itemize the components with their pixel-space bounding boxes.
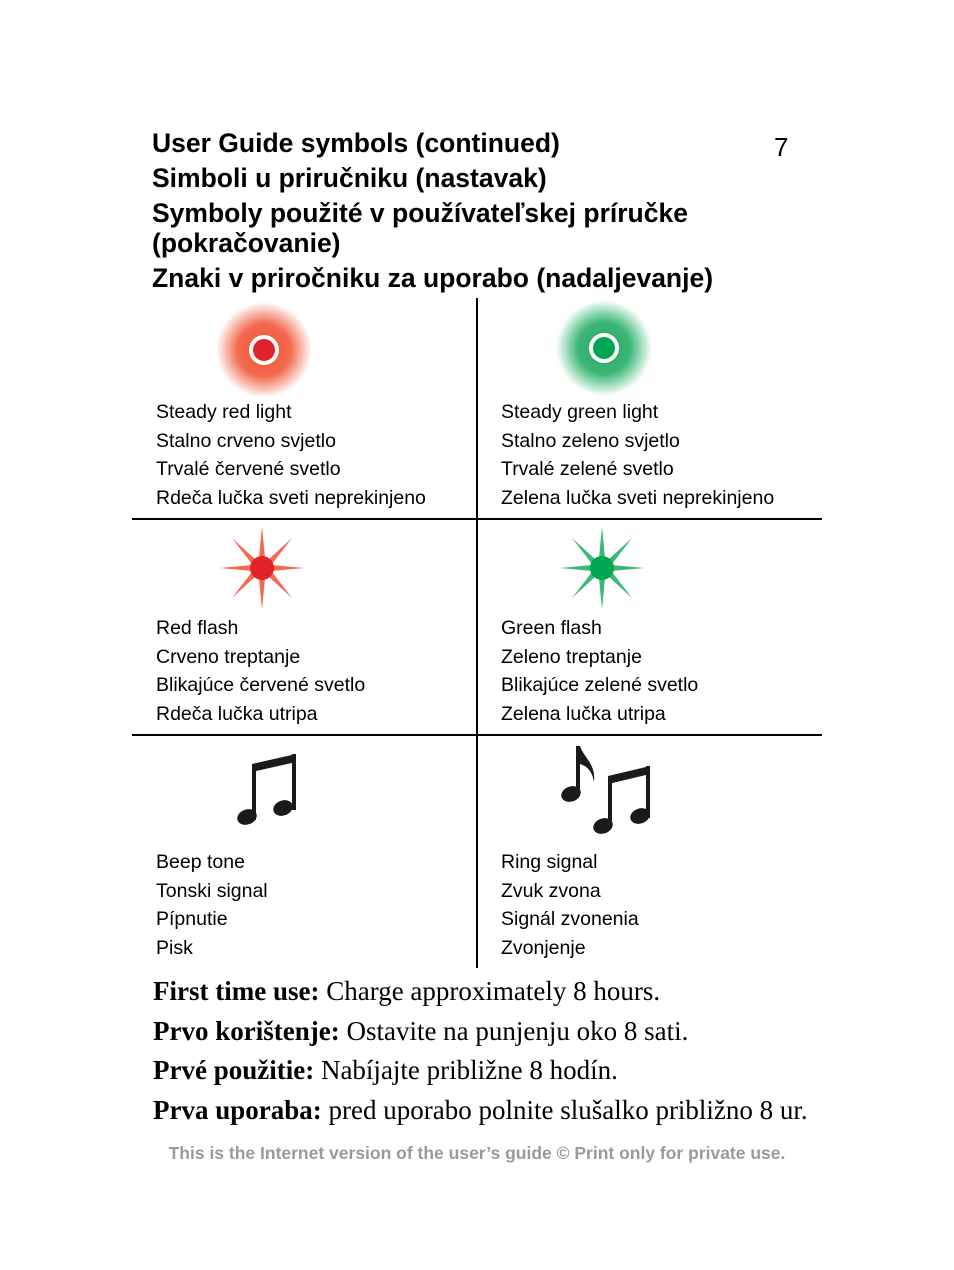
symbol-cell-steady-red [132, 298, 472, 518]
symbol-description: Steady red light Stalno crveno svjetlo Trvalé červené svetlo Rdeča lučka sveti neprekinjeno [156, 401, 426, 509]
first-use-line: Prva uporaba: pred uporabo polnite slušalko približno 8 ur. [153, 1094, 808, 1125]
heading-slovak: Symboly použité v používateľskej príručke [152, 198, 688, 228]
symbol-description: Beep tone Tonski signal Pípnutie Pisk [156, 851, 268, 959]
symbol-cell-green-flash [478, 520, 818, 734]
ring-notes-icon [560, 744, 656, 840]
heading-croatian: Simboli u priručniku (nastavak) [152, 163, 547, 193]
symbol-description: Green flash Zeleno treptanje Blikajúce zelené svetlo Zelena lučka utripa [501, 617, 699, 725]
page-number: 7 [774, 132, 789, 162]
first-use-line: Prvé použitie: Nabíjajte približne 8 hodín. [153, 1055, 618, 1085]
section-headings [152, 128, 792, 298]
beamed-notes-icon [236, 752, 298, 828]
symbol-description: Steady green light Stalno zeleno svjetlo Trvalé zelené svetlo Zelena lučka sveti neprekinjeno [501, 401, 775, 509]
symbol-description: Ring signal Zvuk zvona Signál zvonenia Zvonjenje [501, 851, 639, 959]
heading-slovenian: Znaki v priročniku za uporabo (nadaljevanje) [152, 263, 714, 293]
steady-red-light-icon [216, 302, 312, 398]
symbol-cell-steady-green [478, 298, 818, 518]
symbol-cell-ring-signal [478, 736, 818, 968]
internet-version-disclaimer: This is the Internet version of the user’s guide © Print only for private use. [168, 1143, 786, 1163]
red-flash-icon [218, 524, 306, 612]
heading-slovak-continued: (pokračovanie) [152, 228, 341, 258]
green-flash-icon [558, 524, 646, 612]
symbols-table [132, 298, 822, 970]
steady-green-light-icon [556, 300, 652, 396]
symbol-description: Red flash Crveno treptanje Blikajúce červené svetlo Rdeča lučka utripa [156, 617, 366, 725]
symbol-cell-beep-tone [132, 736, 472, 968]
heading-english: User Guide symbols (continued) [152, 128, 560, 158]
first-use-instructions [153, 972, 808, 1130]
first-use-line: Prvo korištenje: Ostavite na punjenju oko 8 sati. [153, 1015, 689, 1046]
first-use-line: First time use: Charge approximately 8 hours. [153, 976, 661, 1006]
symbol-cell-red-flash [132, 520, 472, 734]
